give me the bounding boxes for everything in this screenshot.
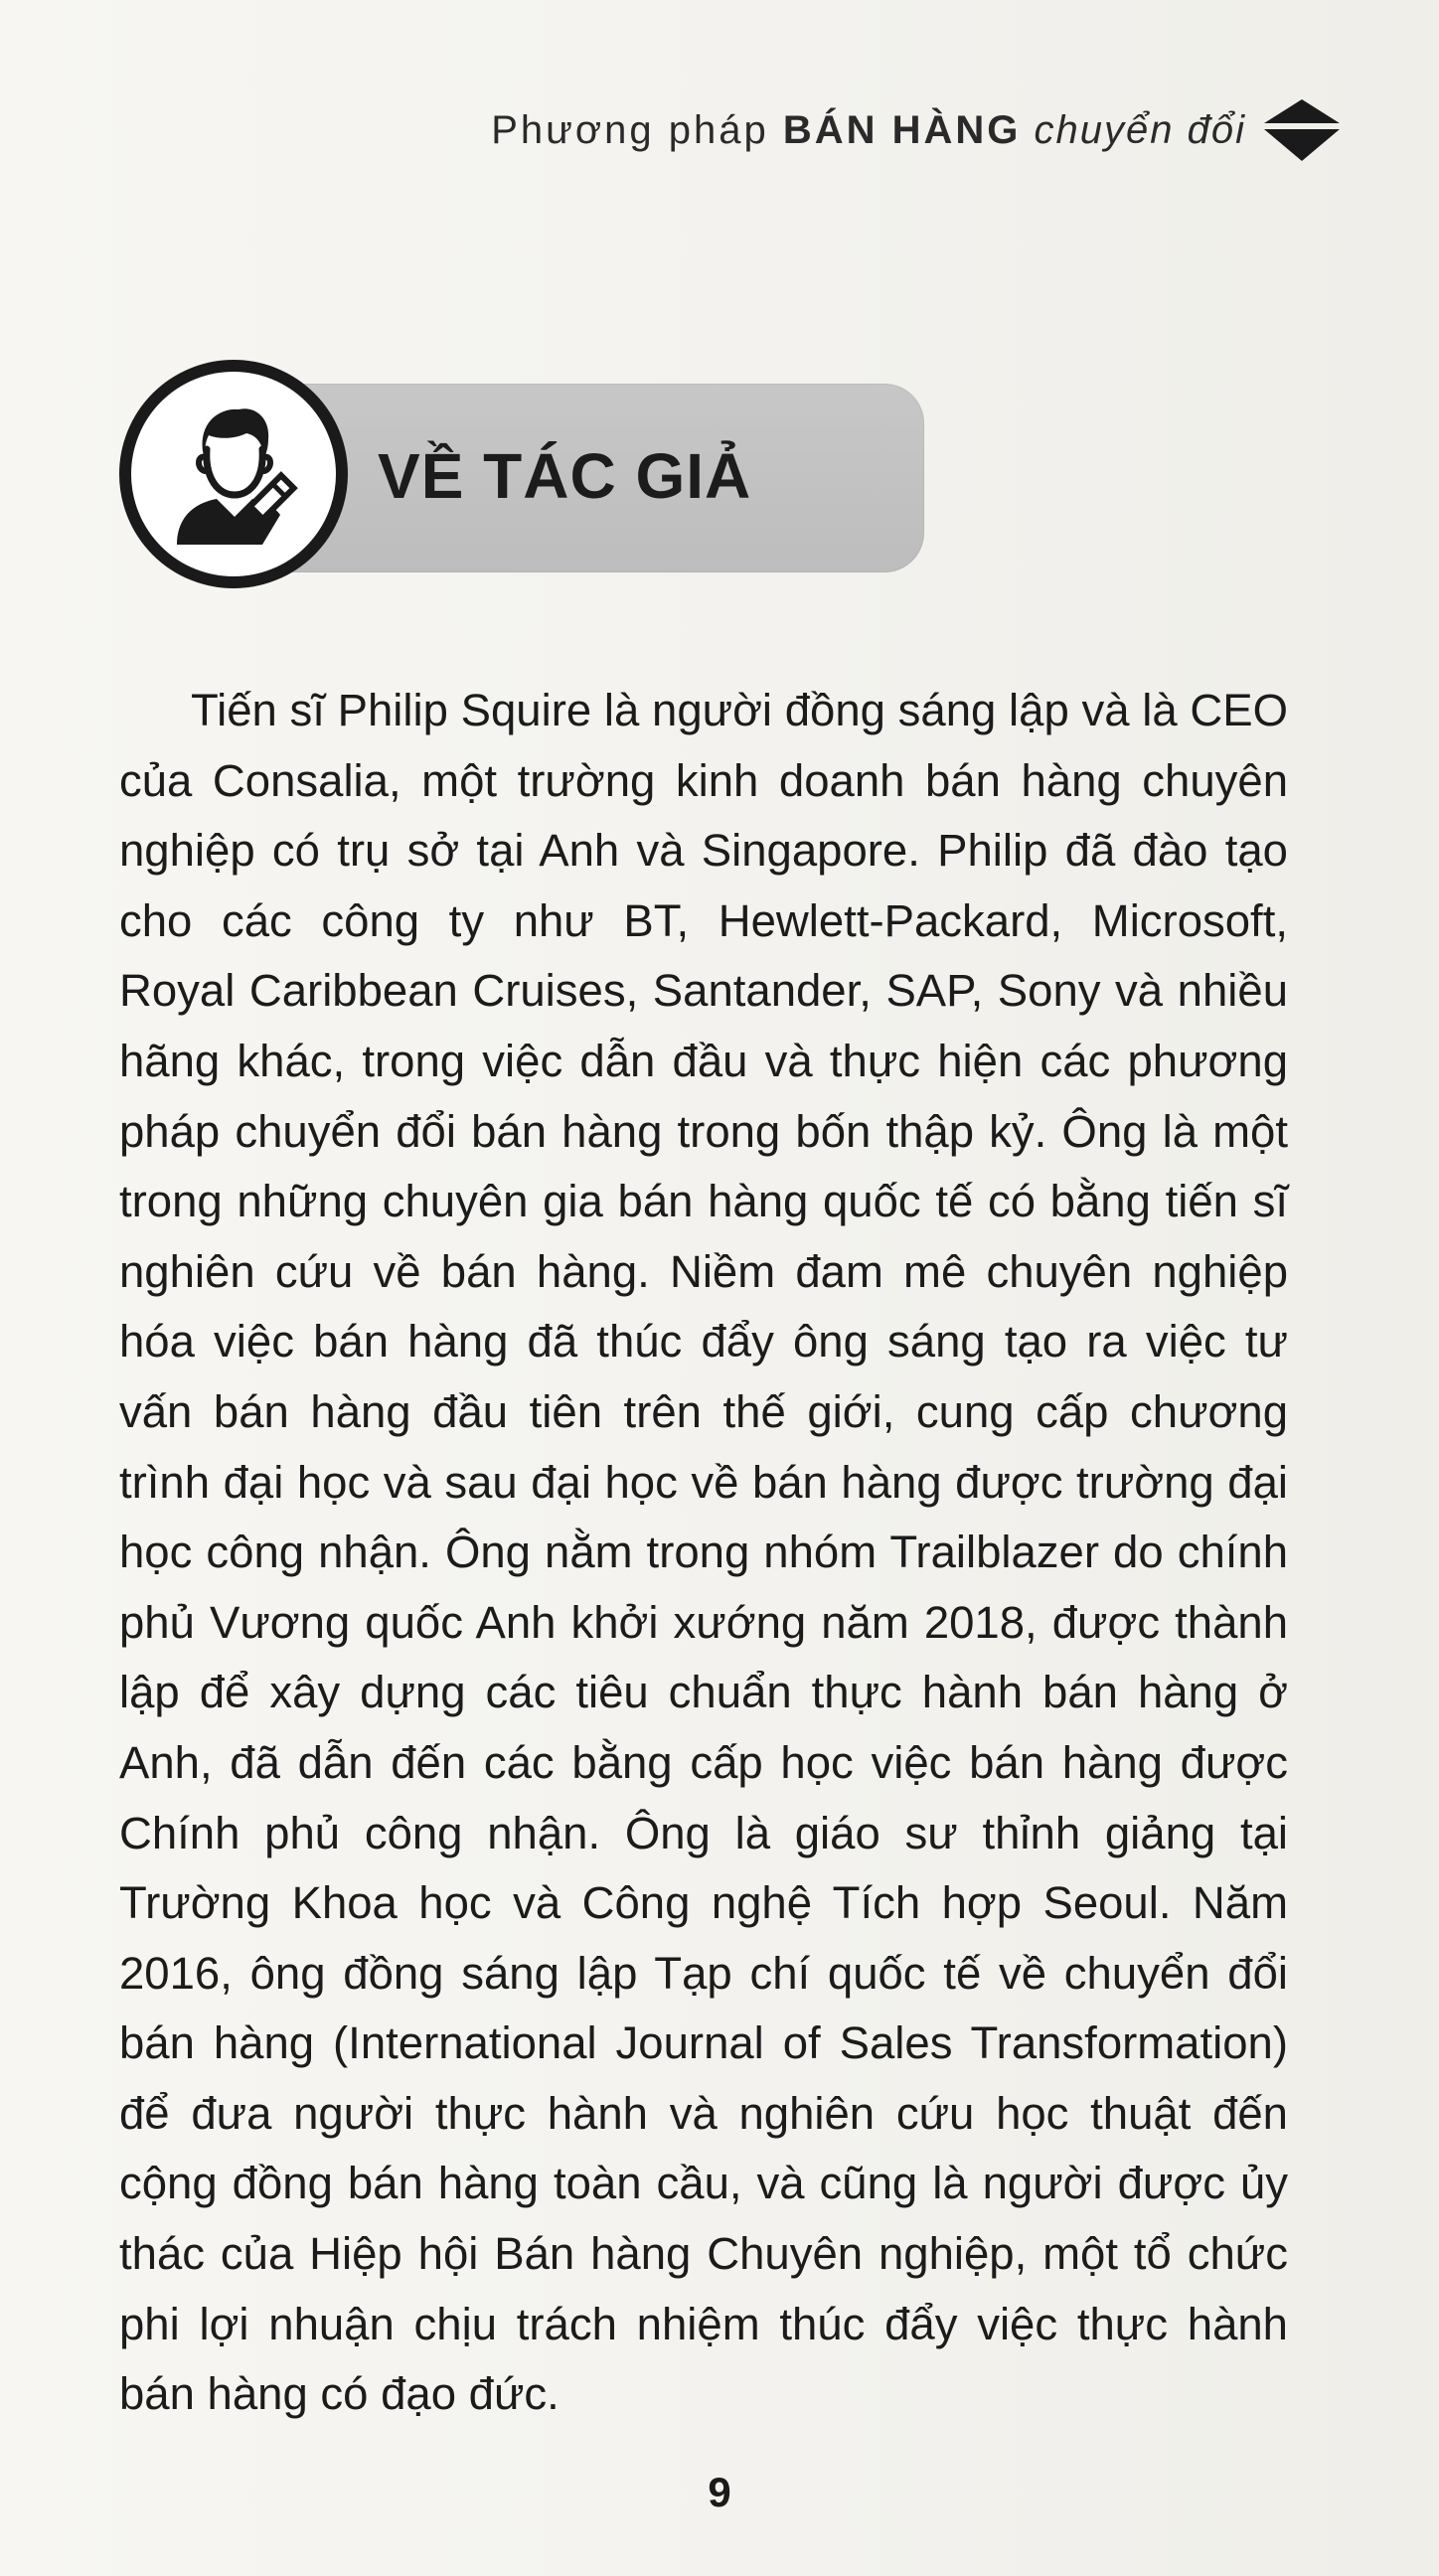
running-header-bold: BÁN HÀNG [782, 107, 1022, 152]
running-header-italic: chuyển đổi [1021, 107, 1246, 152]
running-header-title [491, 108, 1246, 153]
author-writing-icon [159, 400, 308, 549]
page-number: 9 [708, 2469, 731, 2515]
running-header [491, 99, 1340, 161]
running-header-part1: Phương pháp [491, 107, 783, 152]
author-bio-paragraph: Tiến sĩ Philip Squire là người đồng sáng lập và là CEO của Consalia, một trường kinh doanh bán hàng chuyên nghiệp có trụ sở tại Anh và Singapore. Philip đã đào tạo cho các công ty như BT, Hewlett-Packard, Microsoft, Royal Caribbean Cruises, Santander, SAP, Sony và nhiều hãng khác, trong việc dẫn đầu và thực hiện các phương pháp chuyển đổi bán hàng trong bốn thập kỷ. Ông là một trong những chuyên gia bán hàng quốc tế có bằng tiến sĩ nghiên cứu về bán hàng. Niềm đam mê chuyên nghiệp hóa việc bán hàng đã thúc đẩy ông sáng tạo ra việc tư vấn bán hàng đầu tiên trên thế giới, cung cấp chương trình đại học và sau đại học về bán hàng được trường đại học công nhận. Ông nằm trong nhóm Trailblazer do chính phủ Vương quốc Anh khởi xướng năm 2018, được thành lập để xây dựng các tiêu chuẩn thực hành bán hàng ở Anh, đã dẫn đến các bằng cấp học việc bán hàng được Chính phủ công nhận. Ông là giáo sư thỉnh giảng tại Trường Khoa học và Công nghệ Tích hợp Seoul. Năm 2016, ông đồng sáng lập Tạp chí quốc tế về chuyển đổi bán hàng (International Journal of Sales Transformation) để đưa người thực hành và nghiên cứu học thuật đến cộng đồng bán hàng toàn cầu, và cũng là người được ủy thác của Hiệp hội Bán hàng Chuyên nghiệp, một tổ chức phi lợi nhuận chịu trách nhiệm thúc đẩy việc thực hành bán hàng có đạo đức. [119, 685, 1288, 2420]
section-title: VỀ TÁC GIẢ [378, 440, 752, 512]
diamond-ornament-icon [1264, 99, 1340, 161]
section-badge [119, 360, 805, 588]
author-avatar [119, 360, 348, 588]
